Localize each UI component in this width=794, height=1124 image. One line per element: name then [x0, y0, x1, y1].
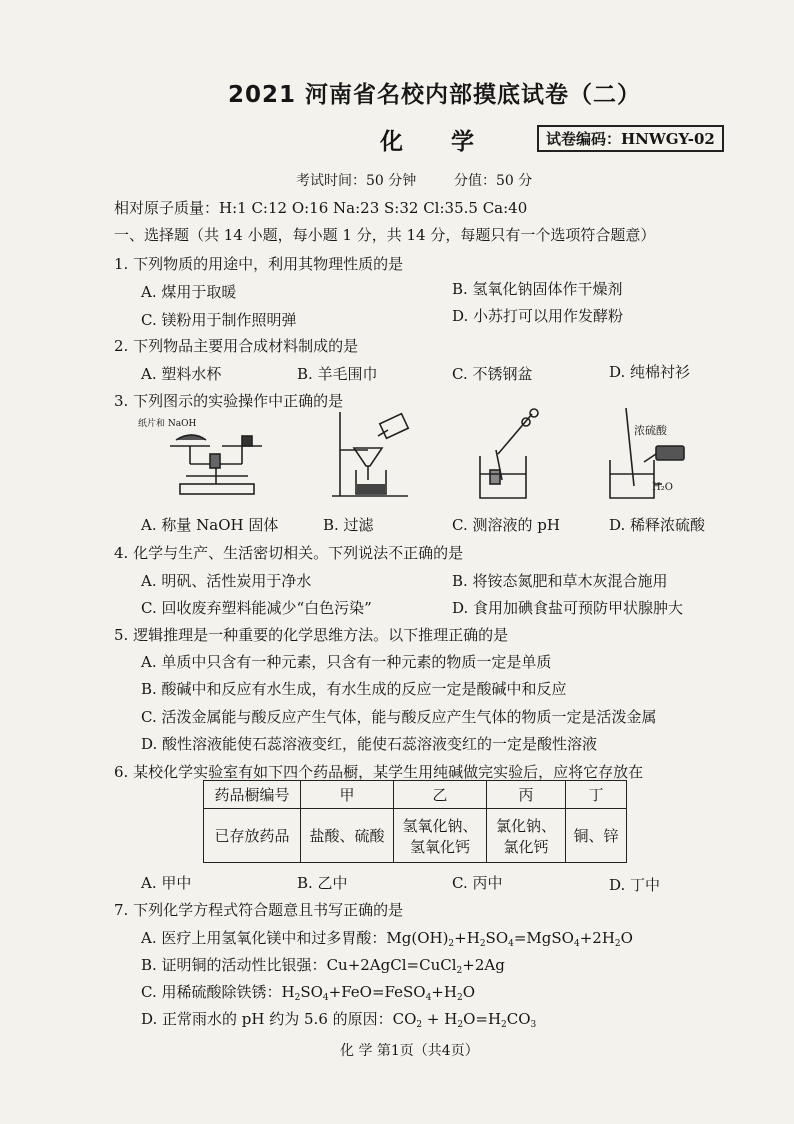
q4-option-d: D. 食用加碘食盐可预防甲状腺肿大 [452, 599, 684, 617]
table-header-cell: 丙 [487, 781, 566, 809]
q2-option-b: B. 羊毛围巾 [297, 365, 378, 383]
q6-stem: 6. 某校化学实验室有如下四个药品橱，某学生用纯碱做完实验后，应将它存放在 [114, 763, 644, 781]
q7-a-text: A. 医疗上用氢氧化镁中和过多胃酸： [141, 929, 387, 947]
balance-figure [160, 420, 270, 502]
q1-option-b: B. 氢氧化钠固体作干燥剂 [452, 280, 623, 298]
exam-title: 2021 河南省名校内部摸底试卷（二） [228, 82, 642, 108]
q6-option-a: A. 甲中 [141, 874, 192, 892]
table-cell: 盐酸、硫酸 [301, 809, 394, 863]
atomic-masses: 相对原子质量：H:1 C:12 O:16 Na:23 S:32 Cl:35.5 Ca:40 [114, 199, 528, 217]
q6-option-c: C. 丙中 [452, 874, 503, 892]
q4-option-b: B. 将铵态氮肥和草木灰混合施用 [452, 572, 668, 590]
q7-c-text: C. 用稀硫酸除铁锈： [141, 983, 282, 1001]
table-cell [487, 809, 566, 863]
q1-option-a: A. 煤用于取暖 [141, 283, 237, 301]
fig-a-label: 纸片和 NaOH [138, 419, 197, 429]
q5-option-a: A. 单质中只含有一种元素，只含有一种元素的物质一定是单质 [141, 653, 552, 671]
table-cell [394, 809, 487, 863]
q4-stem: 4. 化学与生产、生活密切相关。下列说法不正确的是 [114, 544, 464, 562]
q5-option-c: C. 活泼金属能与酸反应产生气体，能与酸反应产生气体的物质一定是活泼金属 [141, 708, 657, 726]
ph-test-figure [472, 408, 552, 502]
table-header-cell: 药品橱编号 [204, 781, 301, 809]
q5-option-b: B. 酸碱中和反应有水生成，有水生成的反应一定是酸碱中和反应 [141, 680, 567, 698]
q3-option-d: D. 稀释浓硫酸 [609, 516, 706, 534]
fig-d-label-water: H₂O [652, 482, 673, 493]
q7-stem: 7. 下列化学方程式符合题意且书写正确的是 [114, 901, 404, 919]
q7-a-equation: $Mg(OH)_2+H_2SO_4=MgSO_4+2H_2O$ [386, 929, 633, 949]
table-header-cell: 甲 [301, 781, 394, 809]
table-cell-line: 氢氧化钠、 [402, 816, 478, 835]
q5-option-d: D. 酸性溶液能使石蕊溶液变红，能使石蕊溶液变红的一定是酸性溶液 [141, 735, 598, 753]
q3-option-b: B. 过滤 [323, 516, 374, 534]
exam-score: 分值：50 分 [454, 173, 533, 189]
table-cell: 已存放药品 [204, 809, 301, 863]
q7-option-a [141, 927, 633, 948]
q1-stem: 1. 下列物质的用途中，利用其物理性质的是 [114, 255, 404, 273]
q6-option-d: D. 丁中 [609, 876, 661, 894]
q7-b-equation: Cu+2AgCl=CuCl$_2$+2Ag [326, 956, 505, 976]
subject-title: 化 学 [380, 129, 495, 155]
q3-option-a: A. 称量 NaOH 固体 [141, 516, 279, 534]
q7-c-equation: $H_2SO_4+FeO=FeSO_4+H_2O$ [281, 983, 475, 1003]
table-cell: 铜、锌 [566, 809, 627, 863]
q1-option-d: D. 小苏打可以用作发酵粉 [452, 307, 624, 325]
q2-stem: 2. 下列物品主要用合成材料制成的是 [114, 337, 359, 355]
table-header-cell: 乙 [394, 781, 487, 809]
q7-d-text: D. 正常雨水的 pH 约为 5.6 的原因： [141, 1010, 393, 1028]
q4-option-a: A. 明矾、活性炭用于净水 [141, 572, 312, 590]
fig-d-label-acid: 浓硫酸 [634, 424, 667, 437]
table-cell-line: 氯化钙 [503, 837, 549, 856]
dilution-figure [604, 406, 694, 502]
exam-time: 考试时间：50 分钟 [296, 173, 417, 189]
q3-stem: 3. 下列图示的实验操作中正确的是 [114, 392, 344, 410]
cabinet-table [203, 780, 627, 863]
table-cell-line: 氢氧化钙 [409, 837, 470, 856]
exam-code: 试卷编码：HNWGY-02 [537, 125, 724, 152]
q2-option-d: D. 纯棉衬衫 [609, 363, 691, 381]
q7-option-c [141, 981, 475, 1002]
filtration-figure [328, 410, 420, 502]
table-header-cell: 丁 [566, 781, 627, 809]
q3-option-c: C. 测溶液的 pH [452, 516, 560, 534]
q5-stem: 5. 逻辑推理是一种重要的化学思维方法。以下推理正确的是 [114, 626, 509, 644]
q6-option-b: B. 乙中 [297, 874, 348, 892]
q7-d-equation: $CO_2 + H_2O=H_2CO_3$ [392, 1010, 537, 1030]
q7-b-text: B. 证明铜的活动性比银强： [141, 956, 327, 974]
page-footer: 化 学 第1页（共4页） [340, 1043, 479, 1059]
q1-option-c: C. 镁粉用于制作照明弹 [141, 311, 297, 329]
q7-option-d [141, 1008, 536, 1029]
table-cell-line: 氯化钠、 [495, 816, 556, 835]
q2-option-a: A. 塑料水杯 [141, 365, 222, 383]
q7-option-b [141, 954, 505, 975]
q4-option-c: C. 回收废弃塑料能减少“白色污染” [141, 599, 372, 617]
section-heading: 一、选择题（共 14 小题，每小题 1 分，共 14 分，每题只有一个选项符合题意） [114, 226, 656, 244]
q2-option-c: C. 不锈钢盆 [452, 365, 533, 383]
